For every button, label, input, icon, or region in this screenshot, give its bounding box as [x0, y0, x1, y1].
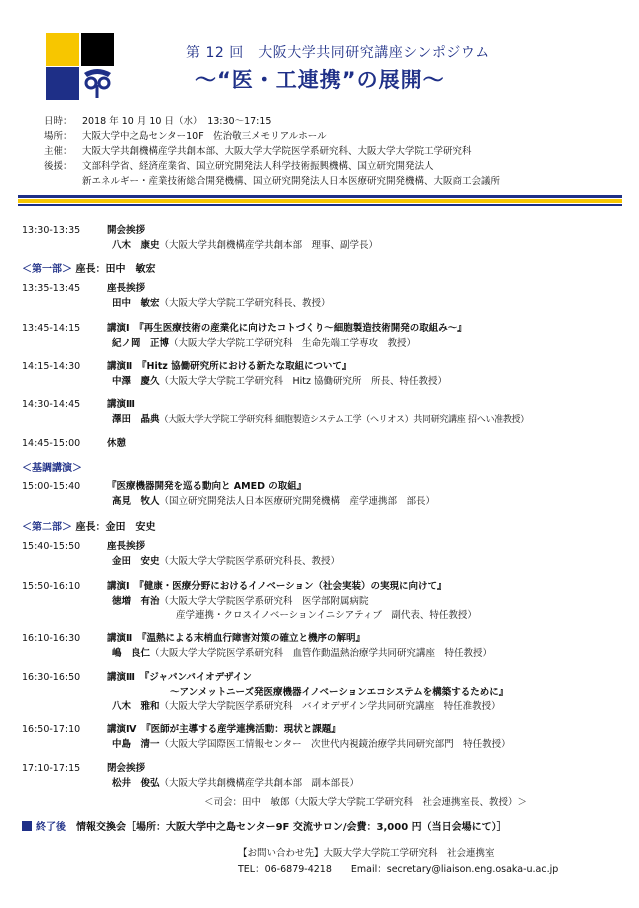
speaker-name: 紀ノ岡 正博	[112, 338, 170, 349]
speaker-affiliation: （大阪大学大学院医学系研究科 血管作動温熱治療学共同研究講座 特任教授）	[150, 648, 493, 659]
time: 14:45-15:00	[22, 438, 81, 449]
logo-blue-square	[46, 67, 79, 100]
speaker-name: 徳増 有治	[112, 596, 160, 607]
session-title: 休憩	[107, 438, 127, 449]
program-lecture1	[22, 320, 467, 334]
symposium-subtitle: ～“医・工連携”の展開～	[195, 68, 445, 92]
program-lecture3	[22, 396, 135, 410]
info-label: 場所：	[44, 131, 73, 142]
speaker-line	[112, 411, 529, 425]
time: 16:10-16:30	[22, 633, 81, 644]
session-title: 閉会挨拶	[107, 763, 146, 774]
part2-chair: 座長：金田 安史	[75, 522, 156, 533]
divider-bar-blue	[18, 195, 622, 198]
time: 13:30-13:35	[22, 225, 81, 236]
speaker-name: 中澤 慶久	[112, 376, 160, 387]
speaker-name: 嶋 良仁	[112, 648, 151, 659]
time: 14:30-14:45	[22, 399, 81, 410]
info-value: 新エネルギー・産業技術総合開発機構、国立研究開発法人日本医療研究開発機構、大阪商工会議所	[82, 176, 501, 187]
program-opening	[22, 222, 145, 236]
speaker-affiliation: （大阪大学大学院医学系研究科 バイオデザイン学共同研究講座 特任准教授）	[159, 701, 501, 712]
speaker-line	[112, 553, 340, 567]
info-support-cont	[44, 174, 500, 189]
networking-line	[22, 818, 507, 833]
logo-black-square	[81, 33, 114, 66]
session-title: 座長挨拶	[107, 541, 146, 552]
speaker-name: 田中 敏宏	[112, 298, 160, 309]
after-label: 終了後	[36, 822, 66, 833]
program-break	[22, 435, 126, 449]
info-support	[44, 159, 434, 174]
speaker-name: 澤田 晶典	[112, 414, 160, 425]
session-title: 講演Ⅱ 『温熱による末梢血行障害対策の確立と機序の解明』	[107, 633, 366, 644]
speaker-name: 中島 清一	[112, 739, 160, 750]
info-value: 2018 年 10 月 10 日（水） 13:30～17:15	[82, 116, 272, 127]
time: 13:35-13:45	[22, 283, 81, 294]
speaker-affiliation: （大阪大学大学院工学研究科長、教授）	[159, 298, 331, 309]
session-title: 講演Ⅲ 『ジャパンバイオデザイン	[107, 672, 252, 683]
program-chair1	[22, 280, 145, 294]
speaker-affiliation: （大阪大学大学院医学系研究科 医学部附属病院	[159, 596, 369, 607]
speaker-name: 金田 安史	[112, 556, 160, 567]
session-title-cont: ～アンメットニーズ発医療機器イノベーションエコシステムを構築するために』	[170, 687, 509, 698]
osaka-university-logo	[46, 33, 114, 100]
session-title: 『医療機器開発を巡る動向と AMED の取組』	[107, 481, 307, 492]
speaker-line	[112, 736, 511, 750]
session-title: 座長挨拶	[107, 283, 146, 294]
info-label: 日時：	[44, 116, 73, 127]
time: 13:45-14:15	[22, 323, 81, 334]
speaker-line	[112, 237, 378, 251]
time: 15:50-16:10	[22, 581, 81, 592]
logo-yellow-square	[46, 33, 79, 66]
program-lecture7	[22, 721, 341, 735]
speaker-affiliation: （大阪大学大学院医学系研究科長、教授）	[159, 556, 341, 567]
speaker-affiliation: （大阪大学国際医工情報センター 次世代内視鏡治療学共同研究部門 特任教授）	[159, 739, 511, 750]
program-lecture2	[22, 358, 351, 372]
program-closing	[22, 760, 145, 774]
info-label: 主催：	[44, 146, 73, 157]
speaker-line	[112, 335, 416, 349]
time: 15:00-15:40	[22, 481, 81, 492]
symposium-title: 第 12 回 大阪大学共同研究講座シンポジウム	[186, 45, 490, 61]
speaker-name: 高見 牧人	[112, 496, 160, 507]
session-title: 講演Ⅲ	[107, 399, 135, 410]
session-title: 講演Ⅱ 『Hitz 協働研究所における新たな取組について』	[107, 361, 352, 372]
speaker-name: 八木 雅和	[112, 701, 160, 712]
speaker-line	[112, 593, 369, 607]
speaker-line	[112, 645, 492, 659]
time: 16:50-17:10	[22, 724, 81, 735]
session-title: 開会挨拶	[107, 225, 146, 236]
info-value: 大阪大学共創機構産学共創本部、大阪大学大学院医学系研究科、大阪大学大学院工学研究科	[82, 146, 472, 157]
logo-emblem-icon	[81, 67, 114, 100]
speaker-line	[112, 295, 331, 309]
contact-details: TEL：06-6879-4218 Email：secretary@liaison.eng.osaka-u.ac.jp	[238, 864, 559, 875]
keynote-heading: ＜基調講演＞	[22, 463, 82, 474]
info-venue	[44, 129, 327, 144]
speaker-affiliation-cont: 産学連携・クロスイノベーションイニシアティブ 副代表、特任教授）	[176, 610, 477, 621]
divider-bar-blue-2	[18, 204, 622, 206]
program-lecture4	[22, 578, 446, 592]
speaker-line	[112, 698, 501, 712]
speaker-name: 松井 俊弘	[112, 778, 160, 789]
mc-line: ＜司会：田中 敏郎（大阪大学大学院工学研究科 社会連携室長、教授）＞	[204, 797, 528, 808]
time: 17:10-17:15	[22, 763, 81, 774]
info-organizer	[44, 144, 472, 159]
info-date	[44, 114, 271, 129]
session-title: 講演Ⅰ 『再生医療技術の産業化に向けたコトづくり～細胞製造技術開発の取組み～』	[107, 323, 467, 334]
part1-heading	[22, 260, 155, 275]
program-lecture6	[22, 669, 252, 683]
speaker-line	[112, 775, 359, 789]
speaker-affiliation: （大阪大学共創機構産学共創本部 理事、副学長）	[159, 240, 379, 251]
part2-heading	[22, 518, 155, 533]
speaker-line	[112, 373, 447, 387]
contact-heading: 【お問い合わせ先】大阪大学大学院工学研究科 社会連携室	[238, 848, 495, 859]
program-keynote	[22, 478, 306, 492]
program-lecture5	[22, 630, 365, 644]
speaker-affiliation: （大阪大学共創機構産学共創本部 副本部長）	[159, 778, 360, 789]
info-value: 大阪大学中之島センター10F 佐治敬三メモリアルホール	[82, 131, 327, 142]
after-text: 情報交換会［場所：大阪大学中之島センター9F 交流サロン/会費：3,000 円（当日会場にて）］	[76, 822, 507, 833]
divider-bar-yellow	[18, 199, 622, 203]
info-value: 文部科学省、経済産業省、国立研究開発法人科学技術振興機構、国立研究開発法人	[82, 161, 434, 172]
program-chair2	[22, 538, 145, 552]
speaker-affiliation: （大阪大学大学院工学研究科 Hitz 協働研究所 所長、特任教授）	[159, 376, 448, 387]
part1-chair: 座長：田中 敏宏	[75, 264, 156, 275]
time: 16:30-16:50	[22, 672, 81, 683]
part2-label: ＜第二部＞	[22, 522, 72, 533]
speaker-name: 八木 康史	[112, 240, 160, 251]
speaker-affiliation: （大阪大学大学院工学研究科 生命先端工学専攻 教授）	[169, 338, 417, 349]
speaker-affiliation: （大阪大学大学院工学研究科 細胞製造システム工学（ヘリオス）共同研究講座 招へい准教授）	[159, 415, 529, 425]
part1-label: ＜第一部＞	[22, 264, 72, 275]
speaker-affiliation: （国立研究開発法人日本医療研究開発機構 産学連携部 部長）	[159, 496, 436, 507]
time: 15:40-15:50	[22, 541, 81, 552]
time: 14:15-14:30	[22, 361, 81, 372]
session-title: 講演Ⅳ 『医師が主導する産学連携活動：現状と課題』	[107, 724, 341, 735]
info-label: 後援：	[44, 161, 73, 172]
square-bullet-icon	[22, 821, 32, 831]
speaker-line	[112, 493, 435, 507]
session-title: 講演Ⅰ 『健康・医療分野におけるイノベーション（社会実装）の実現に向けて』	[107, 581, 447, 592]
